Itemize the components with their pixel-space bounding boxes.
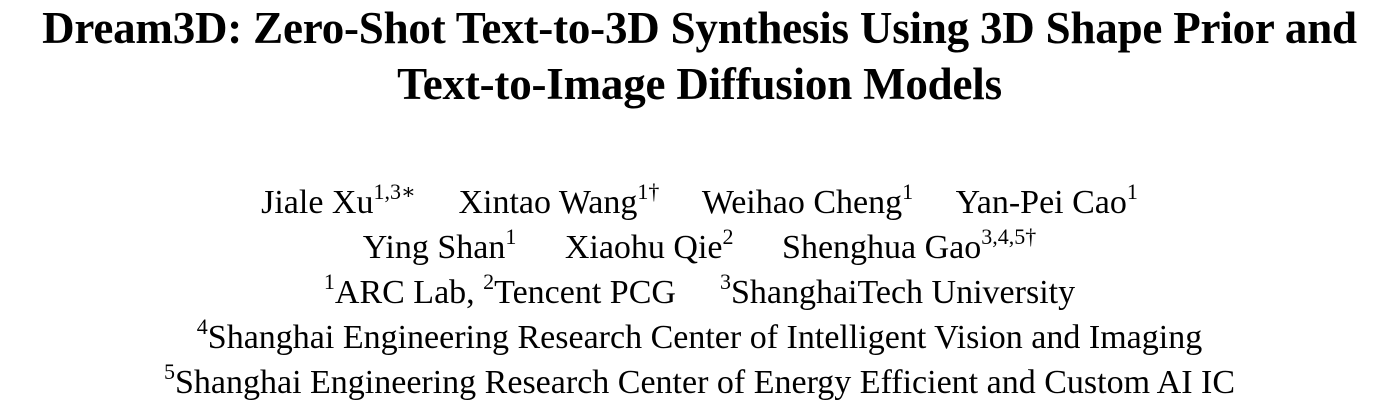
author-row [0, 180, 1399, 225]
paper-title-line-2: Text-to-Image Diffusion Models [397, 59, 1002, 109]
affiliation-mark: 3 [719, 269, 731, 294]
affiliation-vision-imaging [197, 315, 1202, 360]
author-jiale-xu [261, 180, 416, 225]
affiliation-row [0, 315, 1399, 360]
author-xiaohu-qie [565, 225, 734, 270]
affiliation-text: Shanghai Engineering Research Center of Intelligent Vision and Imaging [207, 319, 1203, 356]
author-marks: 1 [1126, 179, 1138, 204]
author-name: Jiale Xu [261, 184, 374, 221]
paper-title-line-1: Dream3D: Zero-Shot Text-to-3D Synthesis Using 3D Shape Prior and [42, 3, 1357, 53]
author-shenghua-gao [782, 225, 1036, 270]
author-name: Weihao Cheng [701, 184, 903, 221]
author-name: Shenghua Gao [782, 229, 982, 266]
author-row [0, 225, 1399, 270]
author-marks: 3,4,5† [981, 224, 1037, 249]
affiliation-text: ShanghaiTech University [730, 274, 1076, 311]
affiliation-mark: 1 [323, 269, 335, 294]
affiliation-energy-ai [164, 360, 1235, 405]
author-weihao-cheng [702, 180, 913, 225]
affiliation-text: Tencent PCG [494, 274, 676, 311]
affiliation-arc-tencent [324, 270, 676, 315]
affiliation-row [0, 360, 1399, 405]
author-name: Yan-Pei Cao [955, 184, 1127, 221]
affiliation-text: ARC Lab, [334, 274, 484, 311]
author-marks: 1 [505, 224, 517, 249]
author-xintao-wang [458, 180, 659, 225]
authors-block [0, 180, 1399, 405]
affiliation-text: Shanghai Engineering Research Center of Energy Efficient and Custom AI IC [174, 364, 1236, 401]
author-yan-pei-cao [956, 180, 1138, 225]
author-name: Xiaohu Qie [564, 229, 723, 266]
author-marks: 1 [902, 179, 914, 204]
author-ying-shan [363, 225, 517, 270]
affiliation-row [0, 270, 1399, 315]
author-name: Ying Shan [362, 229, 506, 266]
author-marks: 1,3∗ [373, 179, 416, 204]
author-marks: 2 [722, 224, 734, 249]
affiliation-mark: 2 [483, 269, 495, 294]
author-marks: 1† [637, 179, 660, 204]
affiliation-mark: 4 [196, 314, 208, 339]
affiliation-shanghaitech [720, 270, 1075, 315]
author-name: Xintao Wang [458, 184, 638, 221]
affiliation-mark: 5 [163, 359, 175, 384]
